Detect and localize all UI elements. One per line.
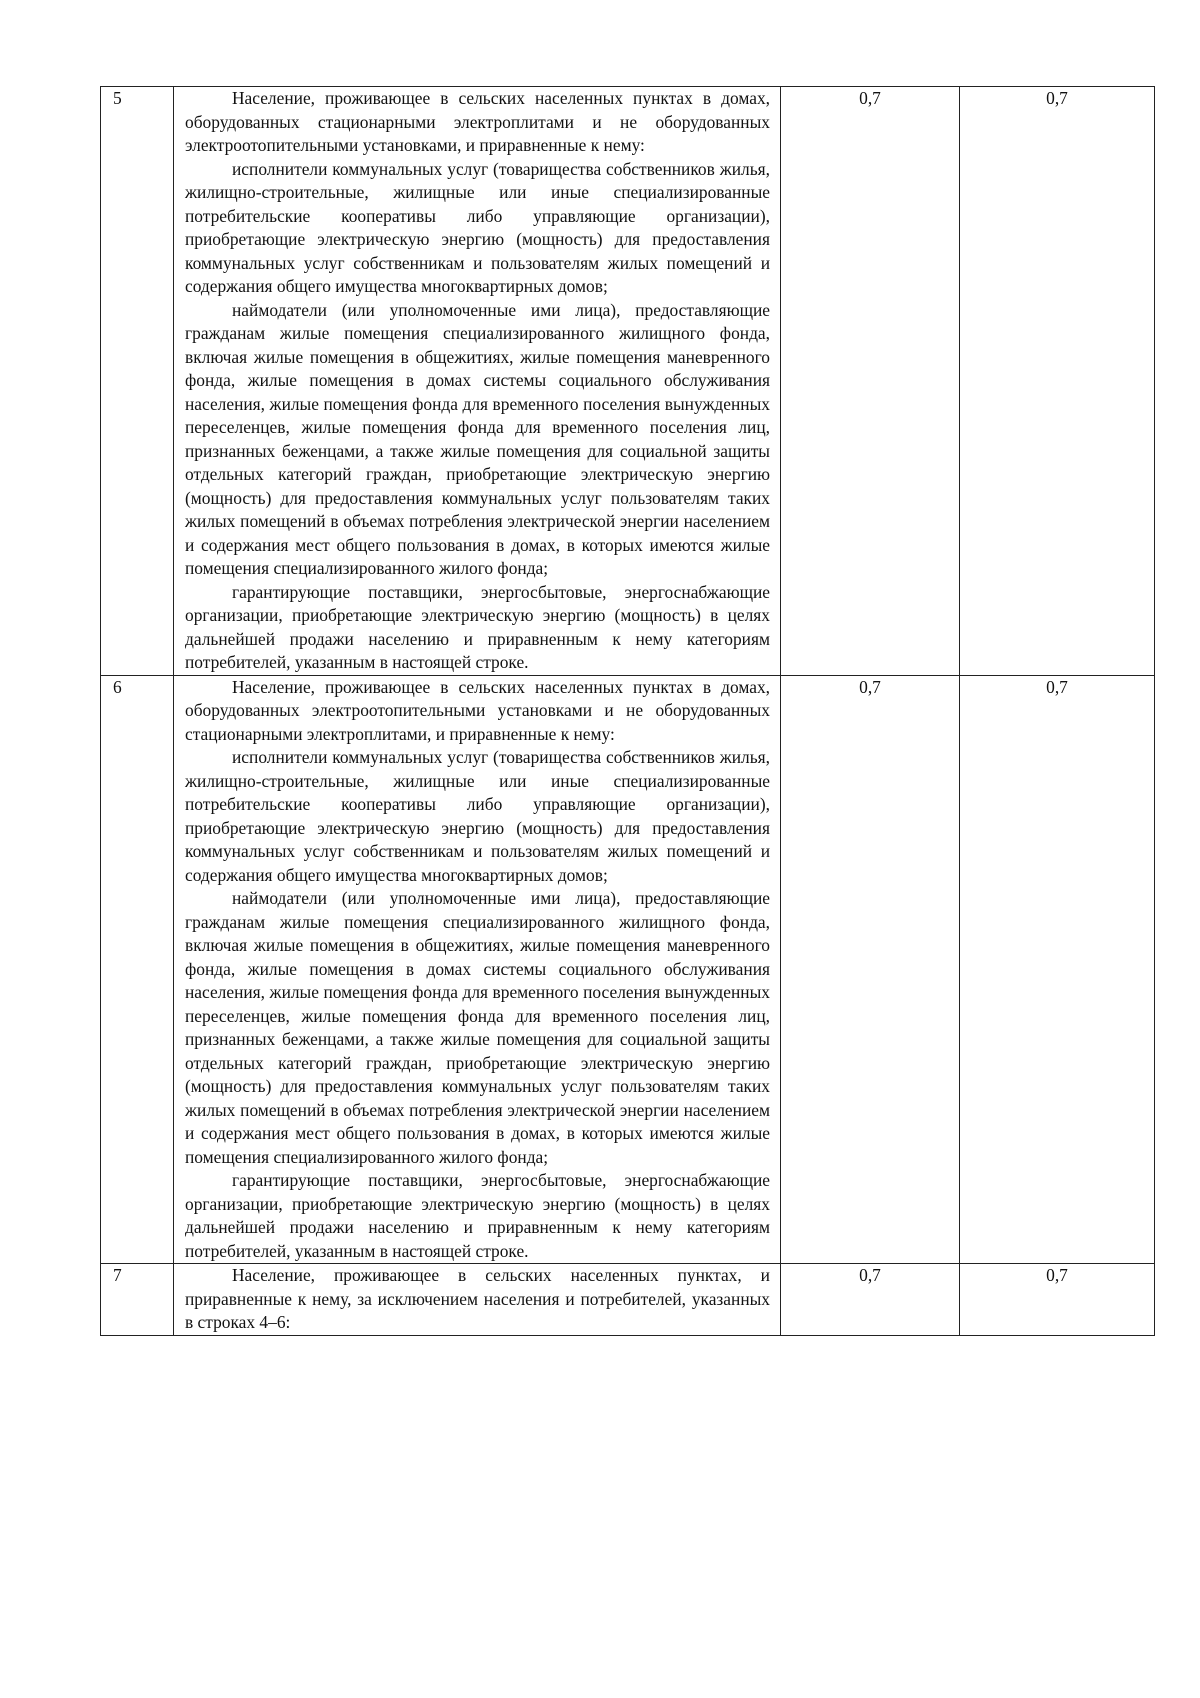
table-row: [101, 87, 1155, 676]
table-row: [101, 675, 1155, 1264]
paragraph: исполнители коммунальных услуг (товарищества собственников жилья, жилищно-строительные, жилищные или иные специализированные потребительские кооперативы либо управляющие организации), приобретающие электрическую энергию (мощность) для предоставления коммунальных услуг собственникам и пользователям жилых помещений и содержания общего имущества многоквартирных домов;: [185, 158, 770, 296]
row-number: 5: [101, 87, 174, 676]
coefficient-value: 0,7: [960, 675, 1155, 1264]
row-number: 7: [101, 1264, 174, 1336]
paragraph: исполнители коммунальных услуг (товарищества собственников жилья, жилищно-строительные, жилищные или иные специализированные потребительские кооперативы либо управляющие организации), приобретающие электрическую энергию (мощность) для предоставления коммунальных услуг собственникам и пользователям жилых помещений и содержания общего имущества многоквартирных домов;: [185, 747, 770, 885]
coefficient-value: 0,7: [781, 675, 960, 1264]
paragraph: Население, проживающее в сельских населенных пунктах в домах, оборудованных электроотопительными установками и не оборудованных стационарными электроплитами, и приравненные к нему:: [185, 676, 770, 744]
paragraph: гарантирующие поставщики, энергосбытовые, энергоснабжающие организации, приобретающие электрическую энергию (мощность) в целях дальнейшей продажи населению и приравненным к нему категориям потребителей, указанным в настоящей строке.: [185, 581, 770, 672]
coefficient-value: 0,7: [781, 1264, 960, 1336]
coefficient-value: 0,7: [781, 87, 960, 676]
paragraph: Население, проживающее в сельских населенных пунктах, и приравненные к нему, за исключением населения и потребителей, указанных в строках 4–6:: [185, 1265, 770, 1332]
coefficient-value: 0,7: [960, 1264, 1155, 1336]
paragraph: наймодатели (или уполномоченные ими лица), предоставляющие гражданам жилые помещения специализированного жилищного фонда, включая жилые помещения в общежитиях, жилые помещения маневренного фонда, жилые помещения в домах системы социального обслуживания населения, жилые помещения фонда для временного поселения вынужденных переселенцев, жилые помещения фонда для временного поселения лиц, признанных беженцами, а также жилые помещения для социальной защиты отдельных категорий граждан, приобретающие электрическую энергию (мощность) для предоставления коммунальных услуг пользователям таких жилых помещений в объемах потребления электрической энергии населением и содержания мест общего пользования в домах, в которых имеются жилые помещения специализированного жилого фонда;: [185, 299, 770, 578]
row-number: 6: [101, 675, 174, 1264]
paragraph: наймодатели (или уполномоченные ими лица), предоставляющие гражданам жилые помещения специализированного жилищного фонда, включая жилые помещения в общежитиях, жилые помещения маневренного фонда, жилые помещения в домах системы социального обслуживания населения, жилые помещения фонда для временного поселения вынужденных переселенцев, жилые помещения фонда для временного поселения лиц, признанных беженцами, а также жилые помещения для социальной защиты отдельных категорий граждан, приобретающие электрическую энергию (мощность) для предоставления коммунальных услуг пользователям таких жилых помещений в объемах потребления электрической энергии населением и содержания мест общего пользования в домах, в которых имеются жилые помещения специализированного жилого фонда;: [185, 888, 770, 1167]
coefficient-value: 0,7: [960, 87, 1155, 676]
row-description: [174, 1264, 781, 1336]
paragraph: Население, проживающее в сельских населенных пунктах в домах, оборудованных стационарными электроплитами и не оборудованных электроотопительными установками, и приравненные к нему:: [185, 88, 770, 155]
row-description: [174, 675, 781, 1264]
tariff-table: [100, 86, 1155, 1336]
paragraph: гарантирующие поставщики, энергосбытовые, энергоснабжающие организации, приобретающие электрическую энергию (мощность) в целях дальнейшей продажи населению и приравненным к нему категориям потребителей, указанным в настоящей строке.: [185, 1170, 770, 1261]
document-page: [100, 86, 1152, 1336]
row-description: [174, 87, 781, 676]
table-row: [101, 1264, 1155, 1336]
